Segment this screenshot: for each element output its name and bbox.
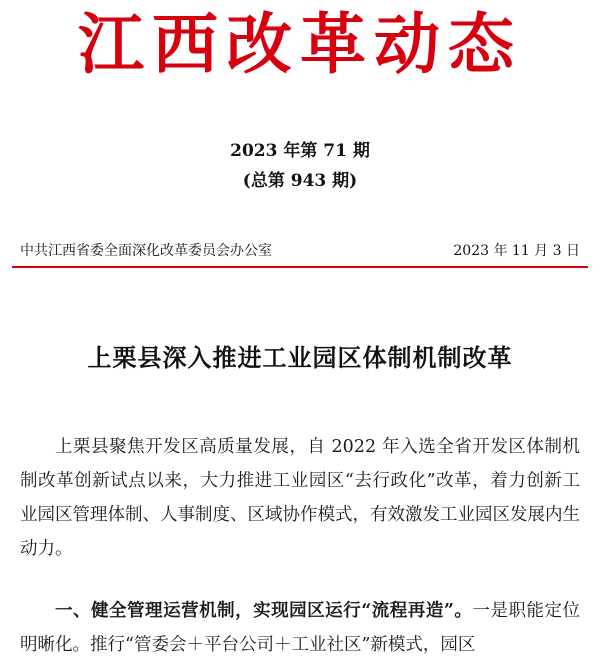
issue-number: 2023 年第 71 期 <box>230 141 370 161</box>
paragraph-section-1 <box>20 594 580 662</box>
section-1-body: 一是职能定位明晰化。推行“管委会＋平台公司＋工业社区”新模式，园区 <box>20 601 580 655</box>
paragraph-intro: 上栗县聚焦开发区高质量发展，自 2022 年入选全省开发区体制机制改革创新试点以来，大力推进工业园区“去行政化”改革，着力创新工业园区管理体制、人事制度、区域协作模式，有效激发工业园区发展内生动力。 <box>20 437 580 559</box>
issue-date: 2023 年 11 月 3 日 <box>453 243 580 259</box>
red-divider <box>12 266 588 268</box>
article-title: 上栗县深入推进工业园区体制机制改革 <box>87 343 513 372</box>
issue-total: (总第 943 期) <box>242 171 358 191</box>
section-1-heading: 一、健全管理运营机制，实现园区运行“流程再造”。 <box>55 601 473 621</box>
info-row <box>20 240 580 262</box>
issuing-office: 中共江西省委全面深化改革委员会办公室 <box>20 243 272 259</box>
masthead-title: 江西改革动态 <box>78 5 522 83</box>
